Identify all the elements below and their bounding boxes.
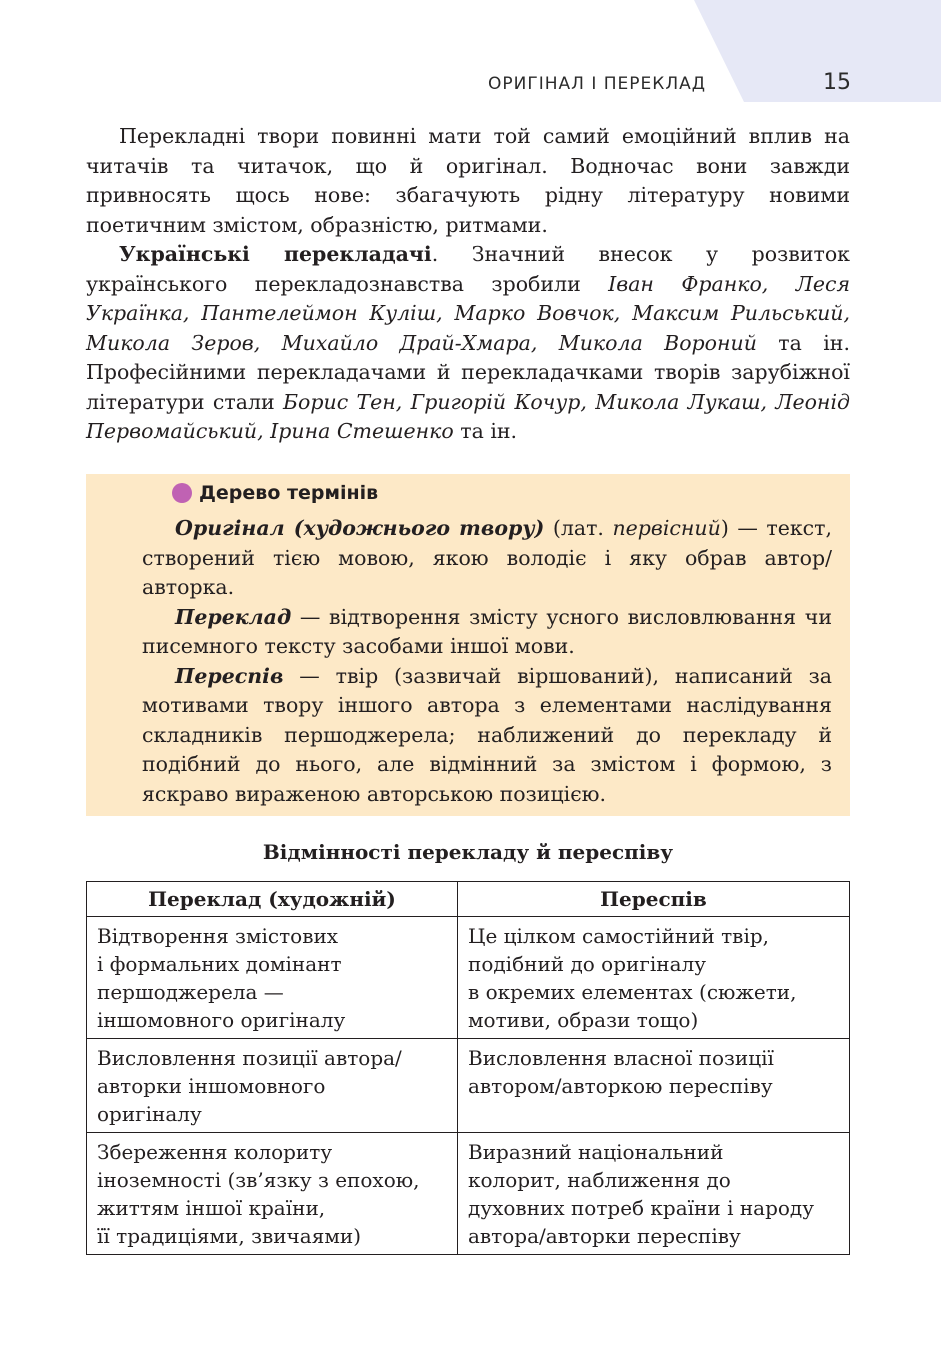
table-cell xyxy=(458,1133,850,1255)
term-tree-box xyxy=(86,474,850,816)
table-row xyxy=(87,917,850,1039)
table-cell xyxy=(87,1039,458,1133)
page-corner-decoration xyxy=(0,0,941,102)
term-entry xyxy=(142,603,832,662)
cell-line: Висловлення власної позиції xyxy=(468,1046,774,1070)
term-definition: — твір (зазвичай віршований), написаний за мотивами твору іншого автора з елементами наслідування складників першоджерела; наближений до перекладу й подібний до нього, але відмінний за змістом і формою, з яскраво вираженою авторською позицією. xyxy=(142,663,832,806)
term-name: Оригінал (художнього твору) xyxy=(175,516,545,540)
cell-line: її традиціями, звичаями) xyxy=(97,1224,362,1248)
professional-translator-names: Борис Тен, Григорій Кочур, Микола Лукаш, Леонід Первомайський, Ірина Стешенко xyxy=(86,389,850,443)
table-header-row xyxy=(87,882,850,917)
cell-line: в окремих елементах (сюжети, xyxy=(468,980,797,1004)
cell-line: першоджерела — xyxy=(97,980,284,1004)
page-number: 15 xyxy=(823,70,851,95)
cell-line: і формальних домінант xyxy=(97,952,342,976)
cell-line: іншомовного оригіналу xyxy=(97,1008,346,1032)
bullet-dot-icon xyxy=(172,483,192,503)
cell-line: Висловлення позиції автора/ xyxy=(97,1046,402,1070)
cell-line: колорит, наближення до xyxy=(468,1168,731,1192)
term-entry xyxy=(142,514,832,603)
cell-line: автора/авторки переспіву xyxy=(468,1224,741,1248)
paragraph-text: та ін. Професійними перекладачами й перекладачками творів зарубіжної літератури стали xyxy=(86,330,850,414)
cell-line: подібний до оригіналу xyxy=(468,952,706,976)
term-tree-heading xyxy=(172,482,378,504)
running-title: ОРИГІНАЛ І ПЕРЕКЛАД xyxy=(488,74,707,94)
cell-line: духовних потреб країни і народу xyxy=(468,1196,815,1220)
cell-line: Це цілком самостійний твір, xyxy=(468,924,769,948)
term-tree-title: Дерево термінів xyxy=(199,482,379,504)
table-row xyxy=(87,1039,850,1133)
cell-line: Відтворення змістових xyxy=(97,924,339,948)
column-header-translation: Переклад (художній) xyxy=(87,882,458,917)
corner-accent-shape xyxy=(694,0,941,102)
table-cell xyxy=(87,1133,458,1255)
section-heading: Українські перекладачі xyxy=(119,242,432,266)
cell-line: авторки іншомовного xyxy=(97,1074,326,1098)
cell-line: автором/авторкою переспіву xyxy=(468,1074,773,1098)
latin-meaning: первісний xyxy=(612,516,721,540)
term-name: Переклад xyxy=(175,604,292,629)
column-header-adaptation: Переспів xyxy=(458,882,850,917)
term-entry xyxy=(142,662,832,810)
paragraph-text: Перекладні твори повинні мати той самий емоційний вплив на читачів та читачок, що й оригінал. Водночас вони завжди привносять щось нове: збагачують рідну літературу новими поетичним змістом, образністю, ритмами. xyxy=(86,124,850,237)
table-row xyxy=(87,1133,850,1255)
cell-line: життям іншої країни, xyxy=(97,1196,326,1220)
translators-paragraph xyxy=(86,240,850,447)
cell-line: іноземності (зв’язку з епохою, xyxy=(97,1168,420,1192)
cell-line: Виразний національний xyxy=(468,1140,724,1164)
table-cell xyxy=(458,917,850,1039)
paragraph-text: . Значний внесок у розвиток українського перекладознавства зробили xyxy=(86,242,850,296)
table-title: Відмінності перекладу й переспіву xyxy=(262,840,674,864)
table-cell xyxy=(458,1039,850,1133)
term-name: Переспів xyxy=(175,663,284,688)
paragraph-text: та ін. xyxy=(453,419,518,443)
term-definition: ) — текст, створений тією мовою, якою володіє і яку обрав автор/авторка. xyxy=(142,516,832,599)
table-cell xyxy=(87,917,458,1039)
ukrainian-translator-names: Іван Франко, Леся Українка, Пантелеймон Куліш, Марко Вовчок, Максим Рильський, Микола Зеров, Михайло Драй-Хмара, Микола Вороний xyxy=(86,271,851,355)
term-text: (лат. xyxy=(544,516,613,540)
term-definition: — відтворення змісту усного висловлювання чи писемного тексту засобами іншої мови. xyxy=(142,604,832,658)
intro-paragraph xyxy=(86,122,850,240)
cell-line: мотиви, образи тощо) xyxy=(468,1008,699,1032)
cell-line: Збереження колориту xyxy=(97,1140,333,1164)
cell-line: оригіналу xyxy=(97,1102,202,1126)
comparison-table xyxy=(86,881,850,1255)
term-definitions xyxy=(142,514,832,809)
